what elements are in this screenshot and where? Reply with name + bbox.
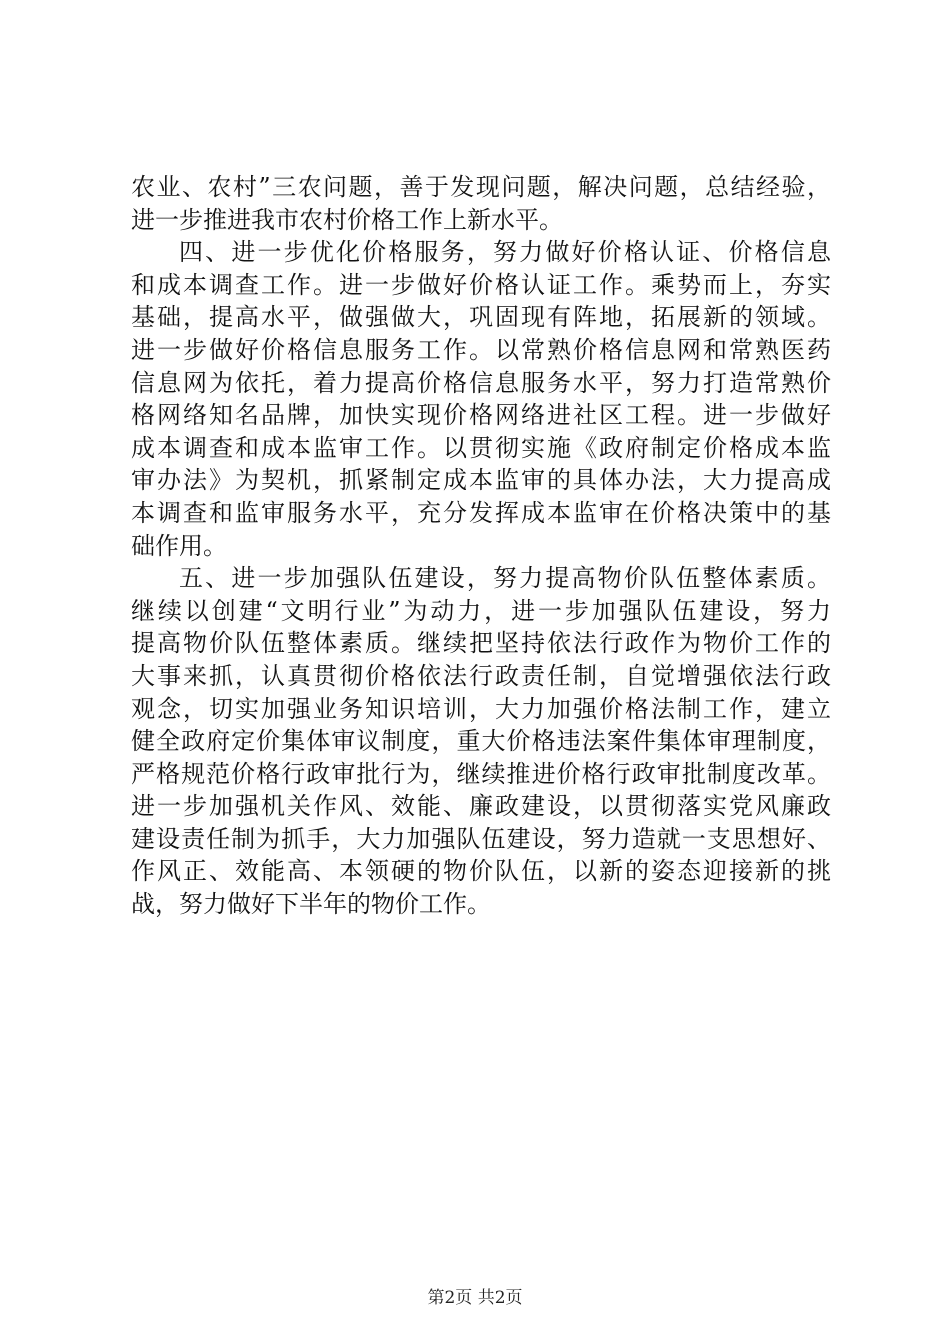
text-line: 战，努力做好下半年的物价工作。	[131, 890, 491, 919]
document-body	[131, 171, 831, 921]
text-line: 格网络知名品牌，加快实现价格网络进社区工程。进一步做好	[131, 401, 831, 430]
text-line: 进一步推进我市农村价格工作上新水平。	[131, 205, 563, 234]
text-line: 进一步做好价格信息服务工作。以常熟价格信息网和常熟医药	[131, 335, 831, 364]
text-line: 农业、农村”三农问题，善于发现问题，解决问题，总结经验，	[131, 173, 831, 201]
paragraph-start-line: 五、进一步加强队伍建设，努力提高物价队伍整体素质。	[179, 564, 831, 593]
text-line: 础作用。	[131, 531, 227, 560]
text-line: 继续以创建“文明行业”为动力，进一步加强队伍建设，努力	[131, 596, 831, 625]
text-line: 基础，提高水平，做强做大，巩固现有阵地，拓展新的领域。	[131, 303, 831, 332]
text-line: 成本调查和成本监审工作。以贯彻实施《政府制定价格成本监	[131, 433, 831, 462]
text-line: 本调查和监审服务水平，充分发挥成本监审在价格决策中的基	[131, 498, 831, 527]
text-line: 健全政府定价集体审议制度，重大价格违法案件集体审理制度，	[131, 727, 831, 756]
text-line: 提高物价队伍整体素质。继续把坚持依法行政作为物价工作的	[131, 629, 831, 658]
text-line: 大事来抓，认真贯彻价格依法行政责任制，自觉增强依法行政	[131, 661, 831, 690]
page-number-footer: 第2页 共2页	[427, 1288, 523, 1308]
text-line: 审办法》为契机，抓紧制定成本监审的具体办法，大力提高成	[131, 466, 831, 495]
paragraph-start-line: 四、进一步优化价格服务，努力做好价格认证、价格信息	[179, 238, 831, 267]
text-line: 信息网为依托，着力提高价格信息服务水平，努力打造常熟价	[131, 368, 831, 397]
text-line: 进一步加强机关作风、效能、廉政建设，以贯彻落实党风廉政	[131, 792, 831, 821]
text-line: 严格规范价格行政审批行为，继续推进价格行政审批制度改革。	[131, 759, 831, 788]
text-line: 作风正、效能高、本领硬的物价队伍，以新的姿态迎接新的挑	[131, 857, 831, 886]
text-line: 和成本调查工作。进一步做好价格认证工作。乘势而上，夯实	[131, 270, 831, 299]
text-line: 观念，切实加强业务知识培训，大力加强价格法制工作，建立	[131, 694, 831, 723]
text-line: 建设责任制为抓手，大力加强队伍建设，努力造就一支思想好、	[131, 824, 831, 853]
